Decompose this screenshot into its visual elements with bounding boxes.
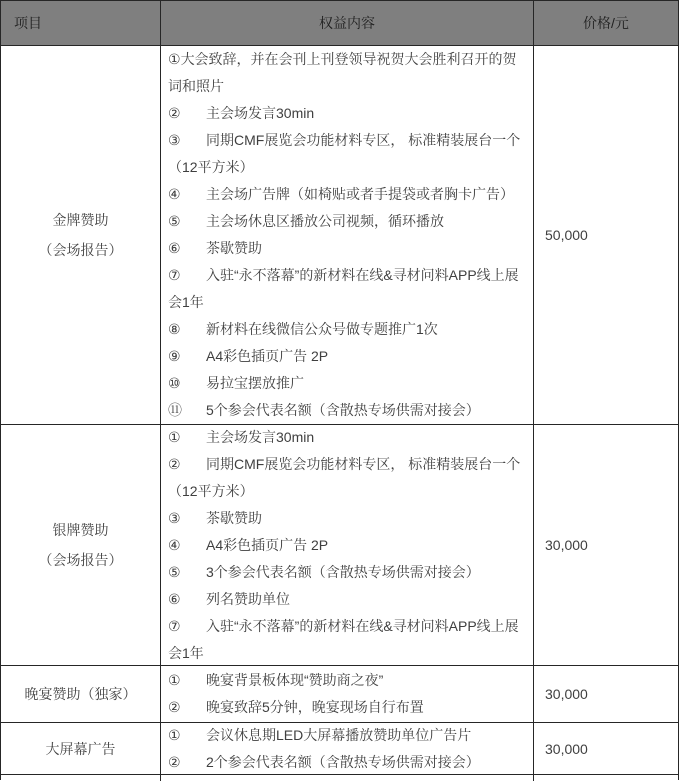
benefit-number: ③ bbox=[168, 509, 181, 526]
table-row bbox=[1, 723, 678, 775]
partial-price-cell bbox=[534, 775, 678, 781]
benefit-item bbox=[168, 722, 527, 749]
benefit-number: ⑥ bbox=[168, 590, 181, 607]
benefit-text: 主会场发言30min bbox=[206, 428, 315, 445]
benefit-number: ② bbox=[168, 699, 181, 715]
item-label: （会场报告） bbox=[38, 242, 123, 258]
benefit-number: ⑦ bbox=[168, 617, 181, 634]
item-cell bbox=[1, 46, 161, 424]
partial-next-row bbox=[1, 775, 678, 781]
benefit-text: 列名赞助单位 bbox=[206, 590, 290, 607]
benefits-cell bbox=[161, 425, 534, 665]
item-label: 晚宴赞助（独家） bbox=[24, 686, 137, 702]
header-price-column: 价格/元 bbox=[583, 15, 629, 31]
benefit-number: ⑩ bbox=[168, 375, 181, 391]
item-label: 大屏幕广告 bbox=[45, 740, 116, 757]
benefit-text: 2个参会代表名额（含散热专场供需对接会） bbox=[206, 753, 480, 770]
benefit-text: 主会场广告牌（如椅贴或者手提袋或者胸卡广告） bbox=[206, 186, 514, 202]
benefit-number: ① bbox=[168, 726, 181, 743]
partial-benefits-cell bbox=[161, 775, 534, 781]
benefit-item bbox=[168, 559, 527, 586]
item-cell bbox=[1, 723, 161, 774]
benefit-item bbox=[168, 424, 527, 451]
benefit-number: ③ bbox=[168, 132, 181, 148]
table-body bbox=[1, 46, 678, 775]
benefit-text: 同期CMF展览会功能材料专区， 标准精装展台一个（12平方米） bbox=[168, 132, 521, 175]
benefit-item bbox=[168, 370, 527, 397]
benefit-item bbox=[168, 613, 527, 667]
benefit-text: 主会场休息区播放公司视频，循环播放 bbox=[206, 213, 444, 229]
item-cell bbox=[1, 425, 161, 665]
benefit-number: ⑤ bbox=[168, 213, 181, 229]
price-value: 30,000 bbox=[545, 537, 588, 553]
item-label: （会场报告） bbox=[38, 552, 123, 568]
benefit-item bbox=[168, 100, 527, 127]
table-header-row bbox=[1, 1, 678, 46]
benefit-number: ② bbox=[168, 753, 181, 770]
benefit-item bbox=[168, 397, 527, 424]
benefit-item bbox=[168, 505, 527, 532]
price-value: 30,000 bbox=[545, 740, 588, 757]
benefit-text: A4彩色插页广告 2P bbox=[206, 536, 329, 553]
benefit-item bbox=[168, 586, 527, 613]
benefit-number: ⑧ bbox=[168, 321, 181, 337]
benefit-number: ⑨ bbox=[168, 348, 181, 364]
benefit-text: A4彩色插页广告 2P bbox=[206, 348, 329, 364]
benefit-item bbox=[168, 694, 527, 721]
benefit-item bbox=[168, 667, 527, 694]
benefit-text: 大会致辞，并在会刊上刊登领导祝贺大会胜利召开的贺词和照片 bbox=[168, 51, 517, 94]
benefit-number: ① bbox=[168, 672, 181, 688]
item-label: 银牌赞助 bbox=[52, 522, 109, 538]
benefit-item bbox=[168, 208, 527, 235]
benefit-text: 5个参会代表名额（含散热专场供需对接会） bbox=[206, 402, 480, 418]
benefit-item bbox=[168, 451, 527, 505]
header-benefits-column: 权益内容 bbox=[161, 1, 534, 45]
benefit-number: ④ bbox=[168, 536, 181, 553]
benefit-text: 3个参会代表名额（含散热专场供需对接会） bbox=[206, 563, 480, 580]
benefit-number: ① bbox=[168, 428, 181, 445]
price-value: 50,000 bbox=[545, 227, 588, 243]
item-label: 金牌赞助 bbox=[52, 212, 109, 228]
benefit-text: 茶歇赞助 bbox=[206, 240, 262, 256]
benefit-number: ⑦ bbox=[168, 267, 181, 283]
benefit-text: 同期CMF展览会功能材料专区， 标准精装展台一个（12平方米） bbox=[168, 455, 521, 499]
benefit-number: ② bbox=[168, 455, 181, 472]
benefit-text: 主会场发言30min bbox=[206, 105, 315, 121]
table-row bbox=[1, 666, 678, 723]
price-cell bbox=[534, 46, 678, 424]
benefit-item bbox=[168, 181, 527, 208]
price-cell bbox=[534, 723, 678, 774]
benefit-item bbox=[168, 235, 527, 262]
benefit-text: 会议休息期LED大屏幕播放赞助单位广告片 bbox=[206, 726, 472, 743]
benefit-item bbox=[168, 316, 527, 343]
benefits-cell bbox=[161, 723, 534, 774]
benefit-text: 入驻“永不落幕”的新材料在线&寻材问料APP线上展会1年 bbox=[168, 617, 519, 661]
benefit-number: ⑪ bbox=[168, 402, 182, 418]
benefit-number: ⑤ bbox=[168, 563, 181, 580]
benefit-text: 晚宴背景板体现“赞助商之夜” bbox=[206, 672, 384, 688]
benefit-item bbox=[168, 46, 527, 100]
benefit-number: ① bbox=[168, 51, 181, 67]
price-cell bbox=[534, 666, 678, 722]
benefit-item bbox=[168, 262, 527, 316]
benefit-number: ⑥ bbox=[168, 240, 181, 256]
benefits-cell bbox=[161, 666, 534, 722]
benefit-text: 晚宴致辞5分钟，晚宴现场自行布置 bbox=[206, 699, 424, 715]
price-cell bbox=[534, 425, 678, 665]
header-item-column: 项目 bbox=[1, 1, 161, 45]
benefit-text: 易拉宝摆放推广 bbox=[206, 375, 304, 391]
benefit-text: 茶歇赞助 bbox=[206, 509, 262, 526]
benefit-item bbox=[168, 532, 527, 559]
benefit-item bbox=[168, 127, 527, 181]
item-cell bbox=[1, 666, 161, 722]
benefit-item bbox=[168, 749, 527, 776]
benefit-number: ② bbox=[168, 105, 181, 121]
price-value: 30,000 bbox=[545, 686, 588, 702]
partial-item-cell bbox=[1, 775, 161, 781]
table-row bbox=[1, 425, 678, 666]
benefit-number: ④ bbox=[168, 186, 181, 202]
benefits-cell bbox=[161, 46, 534, 424]
benefit-text: 入驻“永不落幕”的新材料在线&寻材问料APP线上展会1年 bbox=[168, 267, 519, 310]
benefit-text: 新材料在线微信公众号做专题推广1次 bbox=[206, 321, 438, 337]
table-row bbox=[1, 46, 678, 425]
benefit-item bbox=[168, 343, 527, 370]
